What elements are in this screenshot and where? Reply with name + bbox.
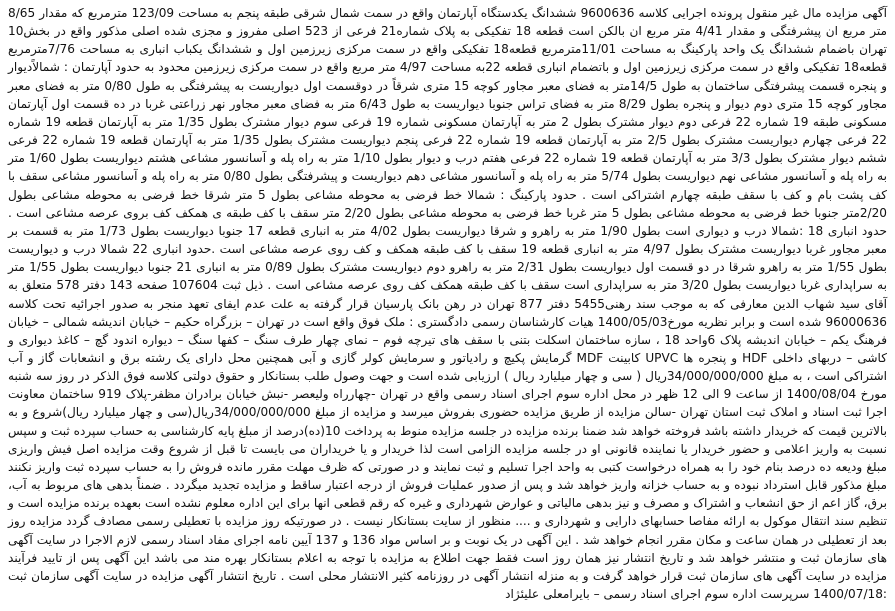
auction-notice-text: آگهی مزایده مال غیر منقول پرونده اجرایی کلاسه 9600636 ششدانگ یکدستگاه آپارتمان واقع در سمت شمال شرقی طبقه پنجم به مساحت 123/09 مترمربع که مقدار 8/65 متر مربع ان پیشرفتگی و مقدار 4/41 متر مربع ان بالکن است قطعه 18 تفکیکی به پلاک شماره21 فرعی از 523 اصلی مفروز و مجزی شده اصلی مذکور واقع در بخش10 تهران باضمام ششدانگ یک واحد پارکینگ به مساحت 11/01مترمربع قطعه18 تفکیکی واقع در سمت مرکزی زیرزمین اول و ششدانگ یکباب انباری به مساحت 7/76مترمربع قطعه18 تفکیکی واقع در سمت مرکزی زیرزمین اول و باتضمام انباری قطعه 22به مساحت 4/97 متر مربع واقع در سمت مرکزی زیرزمین محدود به حدود آپارتمان : شمالاًدیوار و پنجره قسمت پیشرفتگی ساختمان به طول 14/5متر به فضای معبر مجاور کوچه 15 متری شرقاً در دوقسمت اول دیواریست به پیشرفتگی به طول 0/80 متر به فضای معبر مجاور کوچه 15 متری دوم دیوار و پنجره بطول 8/29 متر به فضای تراس جنوبا دیواریست به طول 6/43 متر به فضای معبر مجاور نهر زراعتی غربا در ده قسمت اول آپارتمان مسکونی طبقه 19 شماره 22 فرعی دوم دیوار مشترک بطول 2 متر به آپارتمان مسکونی شماره 19 فرعی سوم دیوار مشترک بطول 1/35 متر به آپارتمان قطعه 19 شماره 22 فرعی چهارم دیواریست مشترک بطول 2/5 متر به آپارتمان قطعه 19 شماره 22 فرعی پنجم دیواریست مشترک بطول 1/35 متر به آپارتمان قطعه 19 شماره 22 فرعی ششم دیوار مشترک بطول 3/3 متر به آپارتمان قطعه 19 شماره 22 فرعی هفتم درب و دیوار بطول 1/10 متر به راه پله و آسانسور مشاعی هشتم دیواریست بطول 1/60 متر به راه پله و آسانسور مشاعی نهم دیواریست بطول 5/74 متر به راه پله و آسانسور مشاعی دهم دیواریست و پیشرفتگی بطول 0/80 متر به راه پله و آسانسور مشاعی سقف با کف پشت بام و کف با سقف طبقه چهارم اشتراکی است . حدود پارکینگ : شمالا خط فرضی به محوطه مشاعی بطول 5 متر شرقا خط فرضی به محوطه مشاعی بطول 2/20متر جنوبا خط فرضی به محوطه مشاعی بطول 5 متر غربا خط فرضی به محوطه مشاعی بطول 2/20 متر سقف با کف طبقه ی همکف کف بروی عرصه مشاعی است . حدود انباری 18 :شمالا درب و دیواری است بطول 1/90 متر به راهرو و شرقا دیواریست بطول 4/02 متر به انباری قطعه 17 جنوبا دیواریست بطول 1/73 متر به قسمت بر معبر مجاور غربا دیواریست مشترک بطول 4/97 متر به انباری قطعه 19 سقف با کف طبقه همکف و کف روی عرصه مشاعی است .حدود انباری 22 شمالا درب و دیواریست بطول 1/55 متر به راهرو شرقا در دو قسمت اول دیواریست بطول 2/31 متر به راهرو دوم دیواریست مشترک بطول 0/89 متر به انباری 21 جنوبا دیواریست بطول 1/55 متر به سراپداری غربا دیواریست بطول 3/20 متر به سراپداری است سقف با کف طبقه همکف کف روی عرصه مشاعی است . ذیل ثبت 107604 صفحه 143 دفتر 578 متعلق به آقای سید شهاب الدین معارفی که به موجب سند رهنی5455 دفتر 877 تهران در رهن بانک پارسیان قرار گرفته به علت عدم ایفای تعهد منجر به صدور اجرائیه تحت کلاسه 96000636 شده است و برابر نظریه مورخ1400/05/03 هیات کارشناسان رسمی دادگستری : ملک فوق واقع است در تهران – بزرگراه حکیم – خیابان اندیشه شمالی – خیابان فرهنگ یکم – خیابان اندیشه پلاک 6واحد 18 ، سازه ساختمان اسکلت بتنی با سقف های تیرچه فوم – نمای چهار طرف سنگ – کفها سنگ – دیواره اندود گچ – کاغذ دیواری و کاشی – دربهای داخلی HDF و پنجره ها UPVC کابینت MDF گرمایش پکیچ و رادیاتور و سرمایش کولر گازی و آبی همچنین محل دارای یک رشته برق و انشعابات گاز و آب اشتراکی است ، به مبلغ 34/000/000/000ریال ( سی و چهار میلیارد ریال ) ارزیابی شده است و جهت وصول طلب بستانکار و حقوق دولتی کلاسه فوق الذکر در روز سه شنبه مورخ 1400/08/04 از ساعت 9 الی 12 ظهر در محل اداره سوم اجرای اسناد رسمی واقع در تهران -چهارراه ولیعصر -نبش خیابان برادران مظفر-پلاک 919 ساختمان معاونت اجرا ثبت اسناد و املاک ثبت استان تهران -سالن مزایده از طریق مزایده حضوری بفروش میرسد و مزایده از مبلغ 34/000/000/000ریال(سی و چهار میلیارد ریال)شروع و به بالاترین قیمت که خریدار داشته باشد فروخته خواهد شد ضمنا برنده مزایده در جلسه مزایده منوط به پرداخت 10(ده)درصد از مبلغ پایه کارشناسی به حساب سپرده ثبت و سپس نسبت به واریز اعلامی و حضور خریدار یا نماینده قانونی او در جلسه مزایده الزامی است لذا خریدار و یا خریداران می بایست تا قبل از شروع وقت مزایده اصل فیش واریزی مبلغ ودیعه ده درصد بنام خود را به همراه درخواست کتبی به واحد اجرا تسلیم و ثبت نمایند و در صورتی که ظرف مهلت مقرر مانده فروش را به حساب سپرده ثبت واریز نکنند مبلغ مذکور قابل استرداد نبوده و به حساب خزانه واریز خواهد شد و پس از صدور عملیات فروش از درجه اعتبار ساقط و مزایده تجدید میگردد . ضمناً بدهی های مربوط به آب، برق، گاز اعم از حق انشعاب و اشتراک و مصرف و نیز بدهی مالیاتی و عوارض شهرداری و غیره که رقم قطعی انها برای این اداره معلوم نشده است بعهده برنده مزایده است و تنظیم سند انتقال موکول به ارائه مفاصا حسابهای دارایی و شهرداری و .... منظور از سایت بستانکار نیست . در صورتیکه روز مزایده با تعطیلی رسمی مصادف گردد مزایده روز بعد از تعطیلی در همان ساعت و مکان مقرر انجام خواهد شد . این آگهی در یک نوبت و بر اساس مواد 136 و 137 آیین نامه اجرای مفاد اسناد رسمی لازم الاجرا در سایت آگهی های سازمان ثبت و منتشر خواهد شد و تاریخ انتشار نیز همان روز است فقط جهت اطلاع به مزایده با توجه به اعلام بستانکار بهره مند می باشد این آگهی پس از تایید فرآیند مزایده در سایت آگهی های سازمان ثبت قرار خواهد گرفت و به منزله انتشار آگهی در روزنامه کثیر الانتشار محلی است . تاریخ انتشار آگهی مزایده در سایت آگهی سازمان ثبت :1400/07/18 سرپرست اداره سوم اجرای اسناد رسمی – بایرامعلی علیئژاد bbox=[8, 6, 888, 601]
